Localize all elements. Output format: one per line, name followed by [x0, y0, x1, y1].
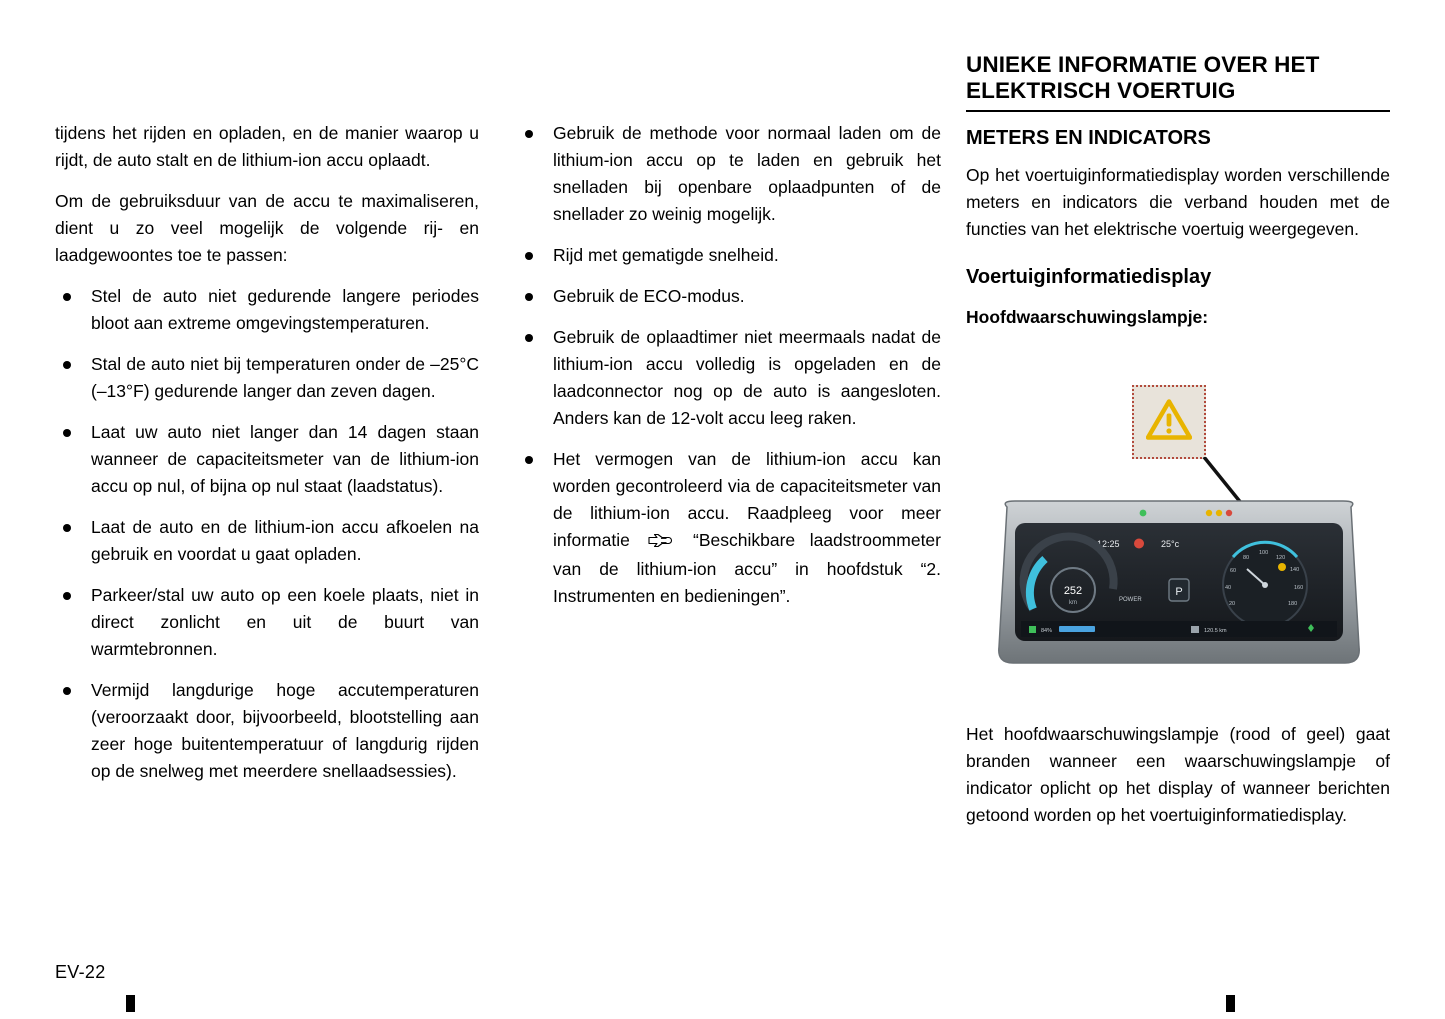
sub-sub-heading: Hoofdwaarschuwingslampje: [966, 307, 1209, 327]
vehicle-information-display-illustration [966, 347, 1390, 707]
svg-text:84%: 84% [1041, 628, 1053, 634]
svg-text:20: 20 [1229, 601, 1236, 607]
left-column [55, 120, 479, 785]
svg-text:160: 160 [1294, 585, 1304, 591]
svg-text:180: 180 [1288, 601, 1298, 607]
chapter-title: UNIEKE INFORMATIE OVER HET ELEKTRISCH VOERTUIG [966, 52, 1320, 103]
svg-text:POWER: POWER [1119, 597, 1142, 603]
left-paragraph-1: tijdens het rijden en opladen, en de manier waarop u rijdt, de auto stalt en de lithium-ion accu oplaadt. [55, 123, 479, 170]
instrument-cluster [993, 497, 1365, 669]
svg-text:120.5 km: 120.5 km [1204, 628, 1227, 634]
reference-text-before: Het vermogen van de lithium-ion accu kan worden gecontroleerd via de capaciteitsmeter van de lithium-ion accu. Raadpleeg voor meer informatie [553, 449, 941, 550]
svg-text:60: 60 [1230, 568, 1237, 574]
svg-text:40: 40 [1225, 585, 1232, 591]
list-item: Laat uw auto niet langer dan 14 dagen staan wanneer de capaciteitsmeter van de lithium-ion accu op nul, of bijna op nul staat (laadstatus). [55, 419, 479, 500]
print-mark-left [126, 995, 135, 1012]
svg-text:P: P [1175, 586, 1183, 598]
svg-text:12:25: 12:25 [1097, 539, 1120, 549]
page-number: EV-22 [55, 962, 106, 982]
closing-paragraph: Het hoofdwaarschuwingslampje (rood of geel) gaat branden wanneer een waarschuwingslampje of indicator oplicht op het display of wanneer berichten getoond worden op het voertuiginformatiedisplay. [966, 724, 1390, 825]
svg-text:80: 80 [1243, 555, 1250, 561]
list-item: Gebruik de oplaadtimer niet meermaals nadat de lithium-ion accu volledig is opgeladen en de laadconnector nog op de auto is aangesloten. Anders kan de 12-volt accu leeg raken. [517, 324, 941, 432]
list-item: Gebruik de methode voor normaal laden om de lithium-ion accu op te laden en gebruik het snelladen bij openbare oplaadpunten of de snellader zo weinig mogelijk. [517, 120, 941, 228]
warning-triangle-icon [1146, 399, 1192, 446]
list-item-with-reference [517, 446, 941, 610]
print-mark-right [1226, 995, 1235, 1012]
list-item: Parkeer/stal uw auto op een koele plaats, niet in direct zonlicht en uit de buurt van warmtebronnen. [55, 582, 479, 663]
warning-icon-callout [1132, 385, 1206, 459]
list-item: Laat de auto en de lithium-ion accu afkoelen na gebruik en voordat u gaat opladen. [55, 514, 479, 568]
svg-text:100: 100 [1259, 550, 1269, 556]
pointing-hand-icon [648, 529, 674, 556]
left-bullet-list [55, 283, 479, 785]
section-heading: METERS EN INDICATORS [966, 127, 1211, 149]
svg-text:252: 252 [1063, 585, 1083, 597]
intro-paragraph: Op het voertuiginformatiedisplay worden verschillende meters en indicators die verband houden met de functies van het elektrische voertuig weergegeven. [966, 165, 1390, 239]
title-divider [966, 110, 1390, 112]
svg-text:140: 140 [1290, 567, 1300, 573]
middle-bullet-list [517, 120, 941, 610]
svg-text:km: km [1069, 600, 1077, 606]
right-column [966, 52, 1390, 829]
left-paragraph-2: Om de gebruiksduur van de accu te maximaliseren, dient u zo veel mogelijk de volgende rij- en laadgewoontes toe te passen: [55, 191, 479, 265]
list-item: Stal de auto niet bij temperaturen onder de –25°C (–13°F) gedurende langer dan zeven dagen. [55, 351, 479, 405]
reference-text-after: “Beschikbare laadstroommeter van de lithium-ion accu” in hoofdstuk “2. Instrumenten en bedieningen”. [553, 530, 941, 606]
svg-text:120: 120 [1276, 555, 1286, 561]
svg-text:25°c: 25°c [1161, 539, 1180, 549]
list-item: Stel de auto niet gedurende langere periodes bloot aan extreme omgevingstemperaturen. [55, 283, 479, 337]
middle-column [517, 120, 941, 610]
list-item: Gebruik de ECO-modus. [517, 283, 941, 310]
list-item: Rijd met gematigde snelheid. [517, 242, 941, 269]
list-item: Vermijd langdurige hoge accutemperaturen (veroorzaakt door, bijvoorbeeld, blootstelling aan zeer hoge buitentemperatuur of langdurig rijden op de snelweg met meerdere snellaadsessies). [55, 677, 479, 785]
sub-heading: Voertuiginformatiedisplay [966, 266, 1212, 288]
